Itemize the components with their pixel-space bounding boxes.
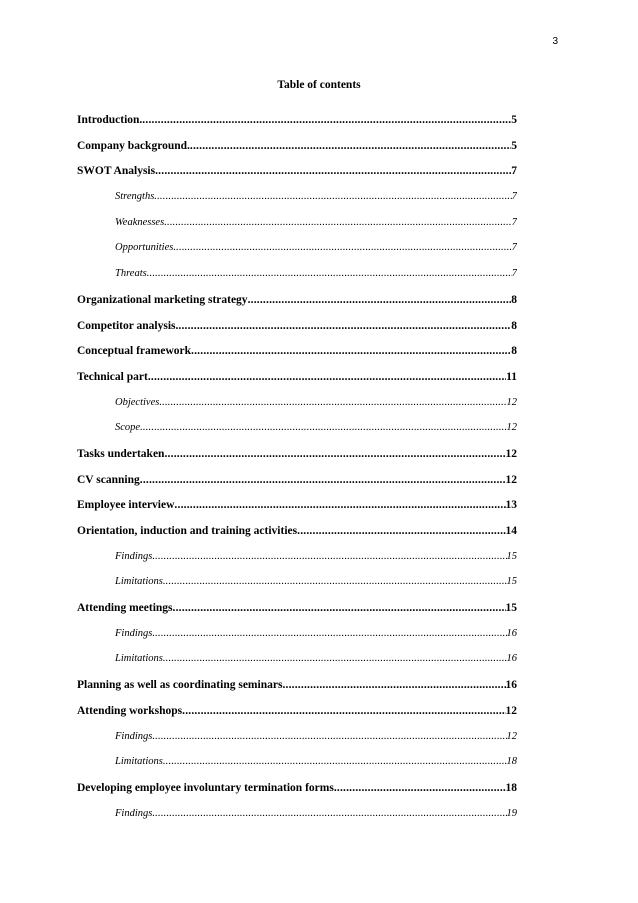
toc-entry-page: 19 xyxy=(506,807,517,819)
toc-entry[interactable] xyxy=(77,576,517,602)
toc-leader-dots xyxy=(147,268,512,279)
toc-leader-dots xyxy=(152,731,506,742)
toc-entry-label: Company background. xyxy=(77,139,190,152)
toc-entry[interactable] xyxy=(77,782,517,808)
toc-entry-label: Developing employee involuntary termination forms xyxy=(77,781,334,794)
toc-entry-label: Organizational marketing strategy xyxy=(77,293,248,306)
toc-entry-label: Competitor analysis. xyxy=(77,319,179,332)
toc-leader-dots xyxy=(191,345,511,357)
toc-entry-page: 18 xyxy=(505,781,517,794)
toc-entry[interactable] xyxy=(77,165,517,191)
toc-entry-label: Findings xyxy=(115,627,153,639)
toc-entry[interactable] xyxy=(77,628,517,654)
toc-entry-page: 5 xyxy=(511,139,517,152)
toc-entry-page: 7 xyxy=(511,216,517,228)
toc-entry-page: 7 xyxy=(511,165,517,178)
toc-entry-label: Threats xyxy=(115,268,147,280)
toc-entry-page: 12 xyxy=(506,396,517,408)
toc-entry-page: 7 xyxy=(511,242,517,254)
toc-entry-page: 12 xyxy=(505,473,517,486)
toc-entry-page: 8 xyxy=(511,319,517,332)
toc-leader-dots xyxy=(297,525,505,537)
toc-entry-label: Findings xyxy=(115,550,153,562)
toc-entry-label: Weaknesses xyxy=(115,216,165,228)
toc-entry-page: 7 xyxy=(511,268,517,280)
toc-leader-dots xyxy=(173,602,506,614)
toc-entry[interactable] xyxy=(77,808,517,834)
toc-entry-label: Planning as well as coordinating seminars xyxy=(77,679,283,692)
toc-entry[interactable] xyxy=(77,294,517,320)
toc-entry-page: 12 xyxy=(506,730,517,742)
toc-entry[interactable] xyxy=(77,140,517,166)
toc-leader-dots xyxy=(142,114,511,126)
toc-entry-label: Scope xyxy=(115,422,141,434)
toc-leader-dots xyxy=(164,217,512,228)
toc-entry-label: Limitations xyxy=(115,756,163,768)
toc-entry-page: 12 xyxy=(505,447,517,460)
toc-leader-dots xyxy=(140,422,506,433)
toc-leader-dots xyxy=(248,294,512,306)
toc-entry[interactable] xyxy=(77,448,517,474)
toc-leader-dots xyxy=(152,628,506,639)
toc-leader-dots xyxy=(164,448,505,460)
toc-leader-dots xyxy=(334,782,506,794)
toc-entry-label: Findings xyxy=(115,807,153,819)
toc-entry[interactable] xyxy=(77,268,517,294)
toc-entry[interactable] xyxy=(77,756,517,782)
toc-entry[interactable] xyxy=(77,320,517,346)
toc-leader-dots xyxy=(152,551,506,562)
toc-entry[interactable] xyxy=(77,191,517,217)
toc-entry-page: 12 xyxy=(506,422,517,434)
toc-entry[interactable] xyxy=(77,397,517,423)
toc-entry[interactable] xyxy=(77,242,517,268)
toc-leader-dots xyxy=(182,705,505,717)
toc-entry-label: Objectives xyxy=(115,396,160,408)
toc-entry-label: Opportunities xyxy=(115,242,174,254)
toc-entry-label: SWOT Analysis xyxy=(77,165,156,178)
toc-entry[interactable] xyxy=(77,499,517,525)
toc-entry-label: Limitations xyxy=(115,576,163,588)
toc-entry-page: 11 xyxy=(506,370,517,383)
toc-entry[interactable] xyxy=(77,679,517,705)
toc-entry-page: 7 xyxy=(511,191,517,203)
toc-leader-dots xyxy=(163,756,507,767)
toc-leader-dots xyxy=(152,808,506,819)
toc-leader-dots xyxy=(173,242,511,253)
toc-leader-dots xyxy=(163,653,507,664)
toc-entry-label: Findings xyxy=(115,730,153,742)
toc-entry[interactable] xyxy=(77,345,517,371)
toc-entry[interactable] xyxy=(77,705,517,731)
toc-entry-page: 18 xyxy=(506,756,517,768)
toc-leader-dots xyxy=(178,320,511,332)
toc-leader-dots xyxy=(148,371,506,383)
toc-entry-page: 15 xyxy=(505,602,517,615)
toc-entry[interactable] xyxy=(77,371,517,397)
toc-entry-page: 14 xyxy=(505,525,517,537)
toc-entry-label: Introduction. xyxy=(77,114,143,126)
toc-entry[interactable] xyxy=(77,731,517,757)
toc-entry-page: 16 xyxy=(506,627,517,639)
toc-leader-dots xyxy=(163,576,507,587)
toc-entry[interactable] xyxy=(77,551,517,577)
toc-entry-page: 16 xyxy=(505,679,517,692)
toc-entry[interactable] xyxy=(77,653,517,679)
toc-entry[interactable] xyxy=(77,217,517,243)
toc-leader-dots xyxy=(159,397,506,408)
toc-entry-label: Orientation, induction and training activities xyxy=(77,525,298,537)
toc-entry-page: 15 xyxy=(506,576,517,588)
toc-entry-label: Strengths xyxy=(115,191,155,203)
table-of-contents xyxy=(77,114,517,833)
toc-entry-label: Attending workshops xyxy=(77,704,183,717)
toc-entry-page: 16 xyxy=(506,653,517,665)
page-number: 3 xyxy=(552,36,558,47)
toc-leader-dots xyxy=(154,191,511,202)
toc-entry-page: 8 xyxy=(511,345,517,358)
toc-entry-label: Conceptual framework xyxy=(77,345,192,358)
toc-entry[interactable] xyxy=(77,114,517,140)
toc-leader-dots xyxy=(174,499,505,511)
toc-entry-page: 13 xyxy=(505,499,517,512)
toc-entry-page: 12 xyxy=(505,704,517,717)
toc-entry-label: Tasks undertaken xyxy=(77,447,165,460)
toc-entry-label: Attending meetings xyxy=(77,602,173,615)
toc-entry-page: 15 xyxy=(506,550,517,562)
toc-entry-page: 8 xyxy=(511,293,517,306)
toc-entry[interactable] xyxy=(77,525,517,551)
toc-entry-page: 5 xyxy=(511,114,517,126)
toc-entry[interactable] xyxy=(77,422,517,448)
toc-entry[interactable] xyxy=(77,602,517,628)
toc-entry[interactable] xyxy=(77,474,517,500)
page-title: Table of contents xyxy=(277,79,361,91)
toc-entry-label: Limitations xyxy=(115,653,163,665)
toc-entry-label: CV scanning xyxy=(77,473,140,486)
toc-entry-label: Employee interview xyxy=(77,499,175,512)
toc-leader-dots xyxy=(282,679,505,691)
toc-leader-dots xyxy=(140,474,506,486)
toc-leader-dots xyxy=(190,140,511,152)
toc-entry-label: Technical part xyxy=(77,370,148,383)
toc-leader-dots xyxy=(155,165,511,177)
